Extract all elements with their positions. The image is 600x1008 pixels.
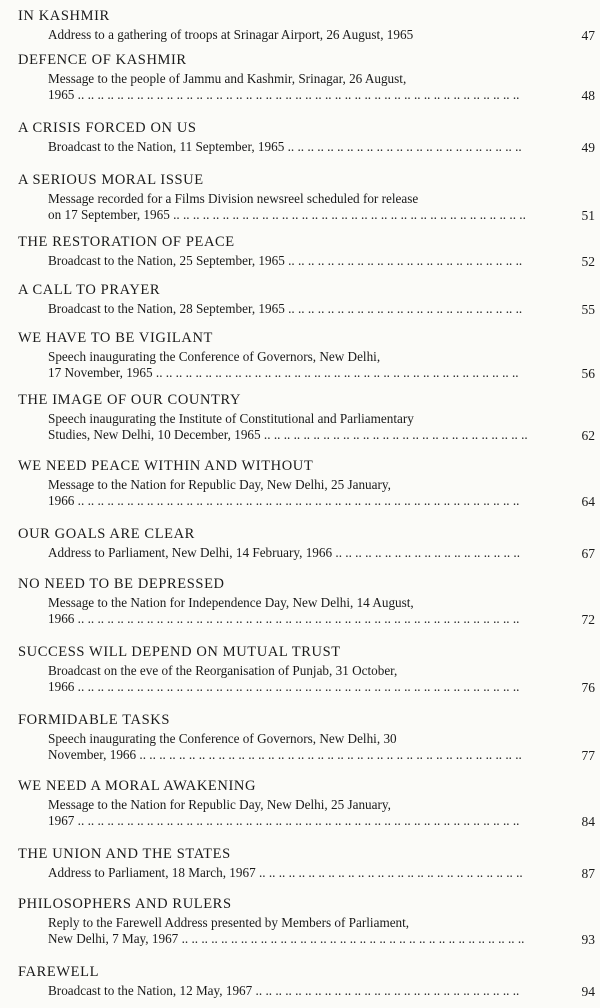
- page-number: 48: [581, 88, 595, 103]
- dot-leader: .. .. .. .. .. .. .. .. .. .. .. .. .. .. .. .. .. .. .. .. .. .. .. .. .. .. .. .. .. .. .. .. .. .. .. ..: [169, 207, 526, 222]
- dot-leader: .. .. .. .. .. .. .. .. .. .. .. .. .. .. .. .. .. .. .. .. .. .. .. .. .. .. .. .. .. .. .. .. .. .. .. .. .. .. ..: [136, 747, 522, 762]
- entry-description: [48, 731, 538, 763]
- page-number: 77: [581, 748, 595, 763]
- entry-description: [48, 477, 538, 509]
- page-number: 72: [581, 612, 595, 627]
- description-line: Reply to the Farewell Address presented by Members of Parliament,: [48, 915, 410, 930]
- description-line: Broadcast to the Nation, 25 September, 1965 .. .. .. .. .. .. .. .. .. .. .. .. .. .. .. .. .. .. .. .. .. .. .. ..: [48, 253, 523, 268]
- page-number: 49: [581, 140, 595, 155]
- dot-leader: .. .. .. .. .. .. .. .. .. .. .. .. .. .. .. .. .. .. ..: [332, 545, 521, 560]
- description-line: Speech inaugurating the Institute of Constitutional and Parliamentary: [48, 411, 414, 426]
- entry-description: [48, 27, 538, 43]
- description-line: Broadcast on the eve of the Reorganisation of Punjab, 31 October,: [48, 663, 398, 678]
- entry-description: [48, 139, 538, 155]
- entry-description: [48, 411, 538, 443]
- dot-leader: .. .. .. .. .. .. .. .. .. .. .. .. .. .. .. .. .. .. .. .. .. .. .. ..: [284, 301, 523, 316]
- entry-description: [48, 663, 538, 695]
- page-number: 56: [581, 366, 595, 381]
- entry-description: [48, 349, 538, 381]
- dot-leader: .. .. .. .. .. .. .. .. .. .. .. .. .. .. .. .. .. .. .. .. .. .. .. .. .. .. ..: [260, 427, 528, 442]
- dot-leader: .. .. .. .. .. .. .. .. .. .. .. .. .. .. .. .. .. .. .. .. .. .. .. ..: [284, 139, 522, 154]
- page-number: 55: [581, 302, 595, 317]
- entry-title: WE HAVE TO BE VIGILANT: [18, 330, 213, 346]
- description-line: 1966 .. .. .. .. .. .. .. .. .. .. .. .. .. .. .. .. .. .. .. .. .. .. .. .. .. .. .. .. .. .. .. .. .. .. .. .. .. .. .. .. .. .. .. .. ..: [48, 611, 520, 626]
- entry-title: WE NEED A MORAL AWAKENING: [18, 778, 257, 794]
- dot-leader: .. .. .. .. .. .. .. .. .. .. .. .. .. .. .. .. .. .. .. .. .. .. .. .. .. .. .. .. .. .. .. .. .. .. .. .. ..: [152, 365, 519, 380]
- page-number: 76: [581, 680, 595, 695]
- page-number: 47: [581, 28, 595, 43]
- entry-title: OUR GOALS ARE CLEAR: [18, 526, 195, 542]
- entry-description: [48, 797, 538, 829]
- entry-title: WE NEED PEACE WITHIN AND WITHOUT: [18, 458, 314, 474]
- entry-title: SUCCESS WILL DEPEND ON MUTUAL TRUST: [18, 644, 341, 660]
- entry-title: NO NEED TO BE DEPRESSED: [18, 576, 225, 592]
- entry-title: THE UNION AND THE STATES: [18, 846, 231, 862]
- description-line: Broadcast to the Nation, 12 May, 1967 .. .. .. .. .. .. .. .. .. .. .. .. .. .. .. .. .. .. .. .. .. .. .. .. .. .. ..: [48, 983, 520, 998]
- page-number: 62: [581, 428, 595, 443]
- entry-title: IN KASHMIR: [18, 8, 110, 24]
- dot-leader: .. .. .. .. .. .. .. .. .. .. .. .. .. .. .. .. .. .. .. .. .. .. .. .. .. .. .. .. .. .. .. .. .. .. .. .. .. .. .. .. .. .. .. .. ..: [74, 679, 520, 694]
- entry-description: [48, 71, 538, 103]
- description-line: Studies, New Delhi, 10 December, 1965 .. .. .. .. .. .. .. .. .. .. .. .. .. .. .. .. .. .. .. .. .. .. .. .. .. .. ..: [48, 427, 528, 442]
- entry-description: [48, 595, 538, 627]
- description-line: New Delhi, 7 May, 1967 .. .. .. .. .. .. .. .. .. .. .. .. .. .. .. .. .. .. .. .. .. .. .. .. .. .. .. .. .. .. .. .. .. .. ..: [48, 931, 525, 946]
- dot-leader: .. .. .. .. .. .. .. .. .. .. .. .. .. .. .. .. .. .. .. .. .. .. .. ..: [284, 253, 523, 268]
- page-number: 64: [581, 494, 595, 509]
- description-line: 17 November, 1965 .. .. .. .. .. .. .. .. .. .. .. .. .. .. .. .. .. .. .. .. .. .. .. .. .. .. .. .. .. .. .. .. .. .. .. .. ..: [48, 365, 519, 380]
- description-line: 1966 .. .. .. .. .. .. .. .. .. .. .. .. .. .. .. .. .. .. .. .. .. .. .. .. .. .. .. .. .. .. .. .. .. .. .. .. .. .. .. .. .. .. .. .. ..: [48, 679, 520, 694]
- entry-title: FORMIDABLE TASKS: [18, 712, 170, 728]
- dot-leader: .. .. .. .. .. .. .. .. .. .. .. .. .. .. .. .. .. .. .. .. .. .. .. .. .. .. .. .. .. .. .. .. .. .. .. .. .. .. .. .. .. .. .. .. ..: [74, 611, 520, 626]
- description-line: Broadcast to the Nation, 11 September, 1965 .. .. .. .. .. .. .. .. .. .. .. .. .. .. .. .. .. .. .. .. .. .. .. ..: [48, 139, 522, 154]
- page-number: 52: [581, 254, 595, 269]
- description-line: Address to Parliament, New Delhi, 14 February, 1966 .. .. .. .. .. .. .. .. .. .. .. .. .. .. .. .. .. .. ..: [48, 545, 521, 560]
- entry-title: DEFENCE OF KASHMIR: [18, 52, 187, 68]
- entry-description: [48, 301, 538, 317]
- dot-leader: .. .. .. .. .. .. .. .. .. .. .. .. .. .. .. .. .. .. .. .. .. .. .. .. .. .. ..: [252, 983, 520, 998]
- dot-leader: .. .. .. .. .. .. .. .. .. .. .. .. .. .. .. .. .. .. .. .. .. .. .. .. .. .. .. .. .. .. .. .. .. .. .. .. .. .. .. .. .. .. .. .. ..: [74, 87, 520, 102]
- description-line: Message to the Nation for Republic Day, New Delhi, 25 January,: [48, 477, 391, 492]
- description-line: Message to the Nation for Republic Day, New Delhi, 25 January,: [48, 797, 391, 812]
- page-number: 94: [581, 984, 595, 999]
- entry-title: A CRISIS FORCED ON US: [18, 120, 197, 136]
- dot-leader: .. .. .. .. .. .. .. .. .. .. .. .. .. .. .. .. .. .. .. .. .. .. .. .. .. .. .. .. .. .. .. .. .. .. .. .. .. .. .. .. .. .. .. .. ..: [74, 493, 520, 508]
- page-number: 84: [581, 814, 595, 829]
- entry-title: A SERIOUS MORAL ISSUE: [18, 172, 204, 188]
- description-line: Address to a gathering of troops at Srinagar Airport, 26 August, 1965: [48, 27, 414, 42]
- description-line: Address to Parliament, 18 March, 1967 .. .. .. .. .. .. .. .. .. .. .. .. .. .. .. .. .. .. .. .. .. .. .. .. .. .. ..: [48, 865, 523, 880]
- description-line: 1966 .. .. .. .. .. .. .. .. .. .. .. .. .. .. .. .. .. .. .. .. .. .. .. .. .. .. .. .. .. .. .. .. .. .. .. .. .. .. .. .. .. .. .. .. ..: [48, 493, 520, 508]
- description-line: on 17 September, 1965 .. .. .. .. .. .. .. .. .. .. .. .. .. .. .. .. .. .. .. .. .. .. .. .. .. .. .. .. .. .. .. .. .. .. .. ..: [48, 207, 526, 222]
- page-number: 87: [581, 866, 595, 881]
- entry-description: [48, 191, 538, 223]
- entry-description: [48, 545, 538, 561]
- entry-title: THE IMAGE OF OUR COUNTRY: [18, 392, 242, 408]
- entry-title: THE RESTORATION OF PEACE: [18, 234, 235, 250]
- entry-description: [48, 253, 538, 269]
- entry-description: [48, 865, 538, 881]
- entry-title: FAREWELL: [18, 964, 100, 980]
- dot-leader: .. .. .. .. .. .. .. .. .. .. .. .. .. .. .. .. .. .. .. .. .. .. .. .. .. .. .. .. .. .. .. .. .. .. .. .. .. .. .. .. .. .. .. .. ..: [74, 813, 520, 828]
- page-number: 51: [581, 208, 595, 223]
- entry-description: [48, 915, 538, 947]
- description-line: Message to the Nation for Independence Day, New Delhi, 14 August,: [48, 595, 414, 610]
- entry-title: A CALL TO PRAYER: [18, 282, 161, 298]
- description-line: November, 1966 .. .. .. .. .. .. .. .. .. .. .. .. .. .. .. .. .. .. .. .. .. .. .. .. .. .. .. .. .. .. .. .. .. .. .. .. .. .. ..: [48, 747, 522, 762]
- description-line: Speech inaugurating the Conference of Governors, New Delhi,: [48, 349, 381, 364]
- description-line: Speech inaugurating the Conference of Governors, New Delhi, 30: [48, 731, 397, 746]
- description-line: Broadcast to the Nation, 28 September, 1965 .. .. .. .. .. .. .. .. .. .. .. .. .. .. .. .. .. .. .. .. .. .. .. ..: [48, 301, 523, 316]
- description-line: 1967 .. .. .. .. .. .. .. .. .. .. .. .. .. .. .. .. .. .. .. .. .. .. .. .. .. .. .. .. .. .. .. .. .. .. .. .. .. .. .. .. .. .. .. .. ..: [48, 813, 520, 828]
- page-number: 67: [581, 546, 595, 561]
- dot-leader: .. .. .. .. .. .. .. .. .. .. .. .. .. .. .. .. .. .. .. .. .. .. .. .. .. .. ..: [255, 865, 523, 880]
- description-line: Message recorded for a Films Division newsreel scheduled for release: [48, 191, 419, 206]
- description-line: Message to the people of Jammu and Kashmir, Srinagar, 26 August,: [48, 71, 407, 86]
- entry-title: PHILOSOPHERS AND RULERS: [18, 896, 232, 912]
- entry-description: [48, 983, 538, 999]
- page-number: 93: [581, 932, 595, 947]
- dot-leader: .. .. .. .. .. .. .. .. .. .. .. .. .. .. .. .. .. .. .. .. .. .. .. .. .. .. .. .. .. .. .. .. .. .. ..: [178, 931, 525, 946]
- description-line: 1965 .. .. .. .. .. .. .. .. .. .. .. .. .. .. .. .. .. .. .. .. .. .. .. .. .. .. .. .. .. .. .. .. .. .. .. .. .. .. .. .. .. .. .. .. ..: [48, 87, 520, 102]
